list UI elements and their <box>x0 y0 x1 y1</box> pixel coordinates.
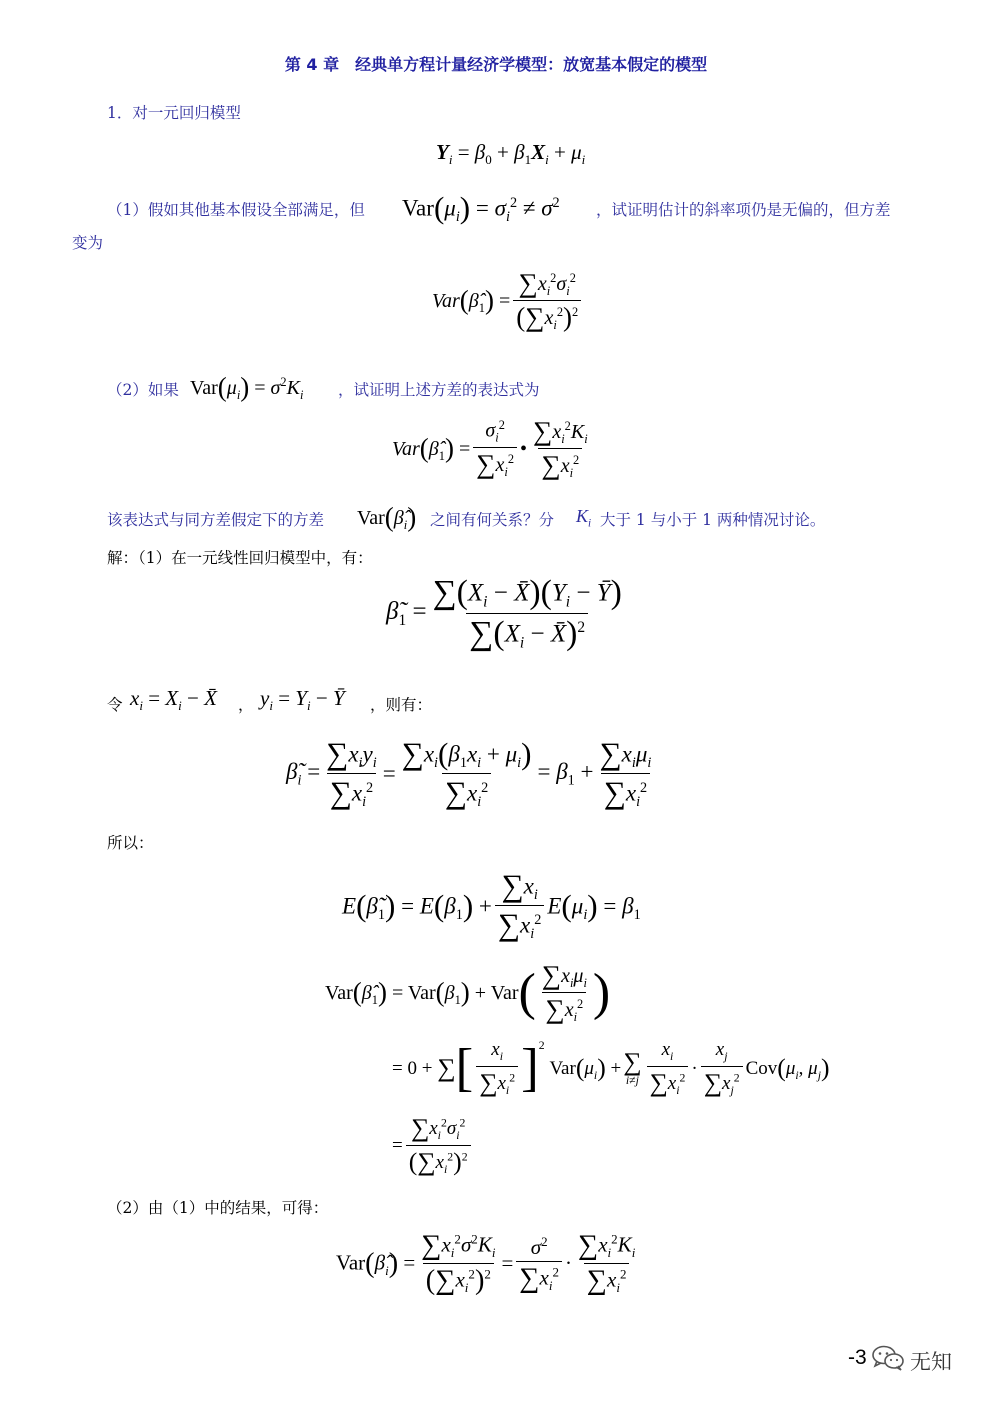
page-number: -3 <box>848 1346 867 1369</box>
question-1-relation-math: $Var(\betâ_i)$ <box>357 502 417 532</box>
question-1-part1-continuation: 变为 <box>72 234 104 252</box>
equation-variance-derivation-3: = $\frac{\sum x_i^2\sigma_i^2}{(\sum x_i^2)^2}$ <box>392 1115 474 1175</box>
equation-variance-2: $Var(\betâ_1)$ = $\frac{\sigma_i^2}{\sum x_i^2}$ • $\frac{\sum x_i^2K_i}{\sum x_i^2}$ <box>392 416 588 481</box>
so-label: 所以： <box>107 834 154 852</box>
question-1-label: 1．对一元回归模型 <box>107 104 241 122</box>
wechat-icon <box>870 1344 906 1372</box>
equation-beta-tilde: $\betã_i$ = $\frac{\sum x_iy_i}{\sum x_i^2}$ = $\frac{\sum x_i(\beta_1x_i + \mu_i)}{\sum x_i^2}$ = $\beta_1$ + $\frac{\sum x_i\mu_i}{\sum x_i^2}$ <box>286 736 652 811</box>
question-1-relation-suffix: 大于 1 与小于 1 两种情况讨论。 <box>600 511 826 529</box>
question-1-relation-prefix: 该表达式与同方差假定下的方差 <box>107 511 325 529</box>
equation-ols-estimator: $\betã_1$ = $\frac{\sum(X_i - X̄)(Y_i - Ȳ)}{\sum(X_i - X̄)^2}$ <box>386 574 622 652</box>
question-1-part1-suffix: ，试证明估计的斜率项仍是无偏的，但方差 <box>596 201 891 219</box>
let-math-y: $y_i = Y_i$ − Ȳ <box>260 686 345 714</box>
question-1-part1-prefix: （1）假如其他基本假设全部满足，但 <box>107 201 365 219</box>
let-prefix: 令 <box>107 696 123 714</box>
question-1-part1-math: $Var(\mu_i) = \sigma_i^2 \ne \sigma^2$ <box>402 190 560 226</box>
page-title: 第 4 章 经典单方程计量经济学模型：放宽基本假定的模型 <box>284 55 708 74</box>
let-suffix: ，则有： <box>370 696 433 714</box>
answer-label: 解：（1）在一元线性回归模型中，有： <box>107 549 373 567</box>
let-separator: ， <box>238 696 254 714</box>
question-1-part2-math: $Var(\mu_i) = \sigma^2K_i$ <box>190 372 304 402</box>
question-1-part2-prefix: （2）如果 <box>107 381 179 399</box>
let-math-x: $x_i = X_i$ − X̄ <box>130 686 217 714</box>
watermark-text: 无知 <box>910 1350 952 1374</box>
equation-model: $Y_i = \beta_0 + \beta_1X_i + \mu_i$ <box>436 140 586 168</box>
question-1-relation-k: $K_i$ <box>576 506 592 530</box>
equation-final-variance: $Var(\betâ_i)$ = $\frac{\sum x_i^2\sigma^2K_i}{(\sum x_i^2)^2}$ = $\frac{\sigma^2}{\sum x_i^2}$ · $\frac{\sum x_i^2K_i}{\sum x_i^2}$ <box>336 1230 636 1297</box>
equation-variance-derivation-2: = 0 + ∑ [ $\frac{x_i}{\sum x_i^2}$ ] $^2$ $Var(\mu_i)$ + ∑ i≠j $\frac{x_i}{\sum x_i^2}$ · $\frac{x_j}{\sum x_j^2}$ $Cov(\mu_i$, $\mu_j$) <box>392 1037 830 1097</box>
equation-variance-1: $Var(\betâ_1)$ = $\frac{\sum x_i^2\sigma_i^2}{(\sum x_i^2)^2}$ <box>432 270 584 332</box>
question-1-part2-suffix: ，试证明上述方差的表达式为 <box>338 381 540 399</box>
answer-part2-label: （2）由（1）中的结果，可得： <box>107 1199 329 1217</box>
equation-variance-derivation-1: $Var(\betâ_1) = Var(\beta_1)$ + Var ( $\frac{\sum x_i\mu_i}{\sum x_i^2}$ ) <box>325 960 611 1025</box>
question-1-relation-mid: 之间有何关系？分 <box>430 511 555 529</box>
equation-expectation: $E(\betã_1) = E(\beta_1)$ + $\frac{\sum x_i}{\sum x_i^2}$ $E(\mu_i) = \beta_1$ <box>342 868 641 943</box>
